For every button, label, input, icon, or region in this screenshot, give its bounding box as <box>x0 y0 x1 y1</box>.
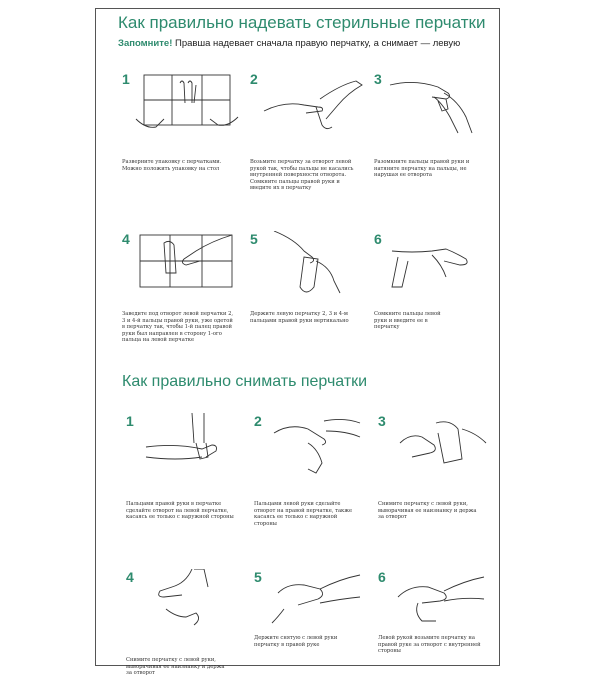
step-caption: Снимите перчатку с левой руки, выворачивая ее наизнанку и держа за отворот <box>126 657 225 677</box>
fingers-under-cuff-illustration <box>132 231 242 303</box>
cuff-left-glove-illustration <box>136 413 246 485</box>
step-number: 3 <box>374 71 382 87</box>
step-caption: Пальцами правой руки в перчатке сделайте отворот на левой перчатке, касаясь ее только с наружной стороны <box>126 501 234 521</box>
step-caption: Заведите под отворот левой перчатки 2, 3 и 4-й пальцы правой руки, уже одетой в перчатку так, чтобы 1-й палец правой руки был направлен в сторону 1-ого пальца на левой перчатке <box>122 311 234 344</box>
remember-note <box>118 38 460 49</box>
step-number: 1 <box>126 413 134 429</box>
remember-text: Правша надевает сначала правую перчатку, а снимает — левую <box>175 38 461 49</box>
step-caption: Пальцами левой руки сделайте отворот на правой перчатке, также касаясь ее только с наружной стороны <box>254 501 353 527</box>
step-number: 3 <box>378 413 386 429</box>
step-number: 6 <box>378 569 386 585</box>
step-number: 2 <box>250 71 258 87</box>
hold-removed-glove-illustration <box>264 569 374 641</box>
step-number: 4 <box>126 569 134 585</box>
hold-glove-vertical-illustration <box>260 231 370 303</box>
step-caption: Левой рукой возьмите перчатку на правой руке за отворот с внутренней стороны <box>378 635 481 655</box>
put-on-title: Как правильно надевать стерильные перчатки <box>118 13 486 32</box>
take-off-title: Как правильно снимать перчатки <box>122 373 368 390</box>
step-number: 1 <box>122 71 130 87</box>
remove-left-glove-illustration <box>388 413 498 485</box>
remember-label: Запомните! <box>118 38 173 49</box>
cuff-right-glove-illustration <box>264 413 374 485</box>
remove-right-glove-illustration <box>388 569 498 641</box>
step-number: 5 <box>254 569 262 585</box>
instruction-sheet <box>95 8 500 677</box>
step-number: 6 <box>374 231 382 247</box>
step-caption: Возьмите перчатку за отворот левой рукой так, чтобы пальцы не касались внутренней поверхности отворота. Сомкните пальцы правой руки и введите их в перчатку <box>250 159 354 192</box>
step-caption: Снимите перчатку с левой руки, выворачивая ее наизнанку и держа за отворот <box>378 501 477 521</box>
step-number: 4 <box>122 231 130 247</box>
step-number: 2 <box>254 413 262 429</box>
step-caption: Держите левую перчатку 2, 3 и 4-м пальцами правой руки вертикально <box>250 311 349 324</box>
invert-glove-illustration <box>136 569 246 641</box>
insert-left-hand-illustration <box>384 231 494 303</box>
step-number: 5 <box>250 231 258 247</box>
pull-glove-illustration <box>384 71 494 143</box>
step-caption: Разверните упаковку с перчатками. Можно положить упаковку на стол <box>122 159 222 172</box>
unfold-package-illustration <box>132 71 242 143</box>
step-caption: Разомкните пальцы правой руки и натяните перчатку на пальцы, не нарушая ее отворота <box>374 159 470 179</box>
step-caption: Держите снятую с левой руки перчатку в правой руке <box>254 635 338 648</box>
insert-hand-illustration <box>260 71 370 143</box>
step-caption: Сомкните пальцы левой руки и введите ее в перчатку <box>374 311 441 331</box>
